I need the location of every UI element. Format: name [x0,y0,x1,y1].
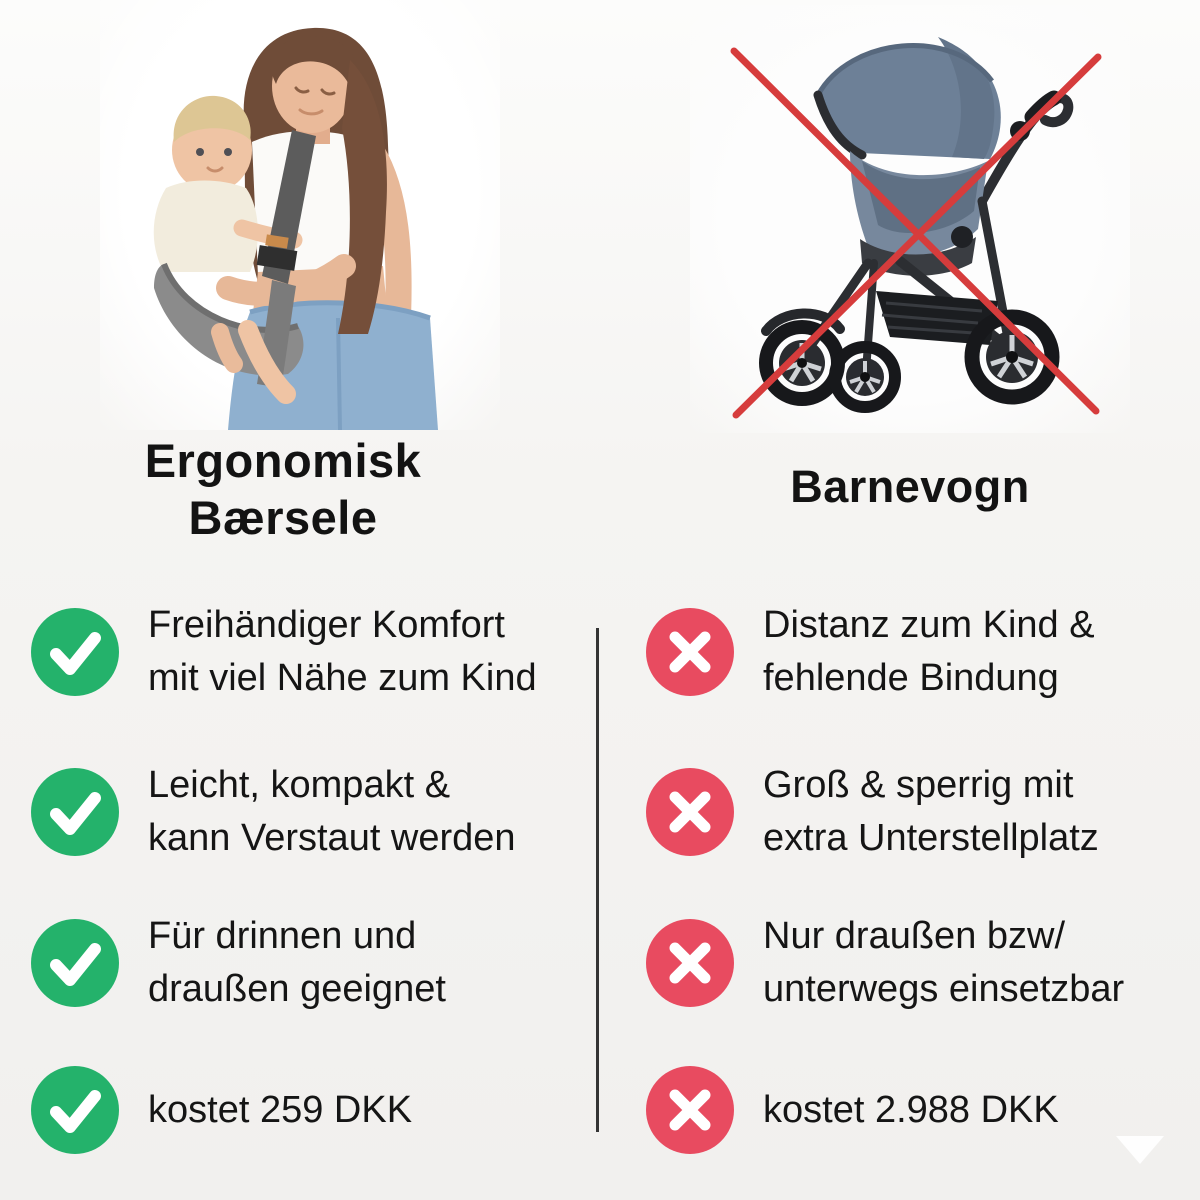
left-title-line1: Ergonomisk [144,434,422,487]
benefit-text: Freihändiger Komfort mit viel Nähe zum Kind [148,604,537,699]
price-text: kostet 2.988 DKK [763,1088,1059,1131]
stroller-photo [690,5,1130,433]
cross-icon [646,919,734,1007]
cross-icon [646,608,734,696]
right-drawback-3 [646,908,1186,1018]
price-text: kostet 259 DKK [148,1088,413,1131]
left-benefit-2 [31,757,597,867]
check-icon [31,608,119,696]
right-title-text: Barnevogn [790,461,1030,512]
benefit-text: Leicht, kompakt & kann Verstaut werden [148,764,516,859]
left-title-line2: Bærsele [188,491,378,544]
check-icon [31,919,119,1007]
carrier-photo [100,0,500,430]
drawback-text: Groß & sperrig mit extra Unterstellplatz [763,764,1099,859]
benefit-text: Für drinnen und draußen geeignet [148,915,446,1010]
drawback-text: Distanz zum Kind & fehlende Bindung [763,604,1095,699]
front-left-wheel [766,327,838,399]
woman-with-baby-illustration [100,0,500,430]
watermark-triangle-icon [1116,1136,1164,1164]
crossed-out-stroller-illustration [690,5,1130,433]
left-title [0,432,566,546]
left-benefit-3 [31,908,597,1018]
right-title [610,462,1200,512]
left-price [31,1055,597,1165]
cross-icon [646,1066,734,1154]
check-icon [31,768,119,856]
cross-icon [646,768,734,856]
drawback-text: Nur draußen bzw/ unterwegs einsetzbar [763,915,1125,1010]
right-drawback-1 [646,597,1186,707]
left-benefit-1 [31,597,597,707]
right-price [646,1055,1186,1165]
check-icon [31,1066,119,1154]
right-drawback-2 [646,757,1186,867]
